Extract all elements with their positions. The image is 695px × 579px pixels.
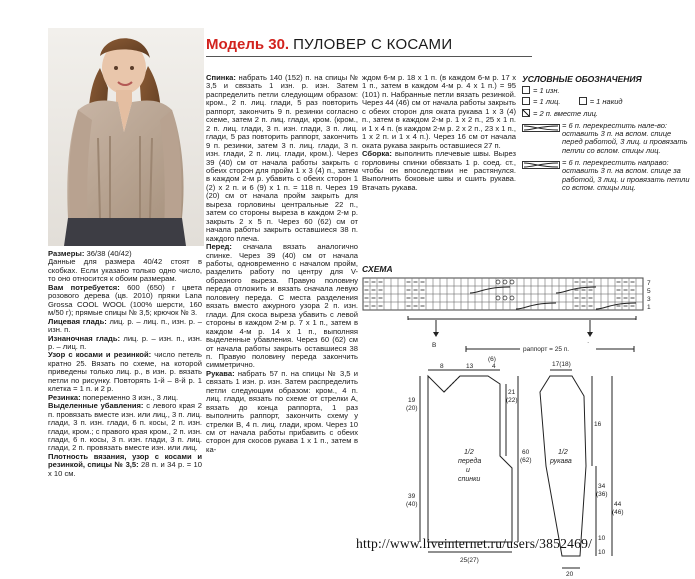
dim-sleeve-top: 17(18) bbox=[552, 361, 571, 368]
legend-title: УСЛОВНЫЕ ОБОЗНАЧЕНИЯ bbox=[522, 74, 642, 84]
front-back-label-1: 1/2 bbox=[464, 449, 474, 456]
density-text: 28 п. и 34 р. = 10 х 10 см. bbox=[48, 460, 202, 478]
watermark-url: http://www.liveinternet.ru/users/3852469/ bbox=[356, 536, 593, 551]
row-number-7: 7 bbox=[647, 280, 651, 287]
sizes-text: 36/38 (40/42) bbox=[84, 249, 132, 258]
arrow-b-icon bbox=[433, 332, 439, 337]
row-number-5: 5 bbox=[647, 288, 651, 295]
dim-body-19: 19 bbox=[408, 397, 416, 404]
sleeve-label-1: 1/2 bbox=[558, 449, 568, 456]
legend-item-k2tog: = 2 п. вместе лиц. bbox=[522, 109, 690, 118]
sleeves-label: Рукава: bbox=[206, 368, 235, 378]
cable-text: число петель кратно 25. Вязать по схеме, на которой приведены только лиц. р., в изн. р. вязать петли по рисунку. Повторять 1-й – 8-й р. 1 клетка = 1 п. и 2 р. bbox=[48, 350, 203, 394]
legend-item-knit-yo: = 1 лиц. = 1 накид bbox=[522, 97, 690, 106]
title-divider bbox=[206, 56, 532, 57]
rib-label: Резинка: bbox=[48, 392, 81, 402]
sizes-note: Данные для размера 40/42 стоят в скобках. Если указано только одно число, то оно относится к обоим размерам. bbox=[48, 257, 202, 284]
arrow-a-icon bbox=[587, 332, 593, 337]
cable-right-symbol-icon bbox=[522, 161, 560, 169]
row-number-3: 3 bbox=[647, 296, 651, 303]
materials-text: 600 (650) г цвета розового дерева (цв. 2010) пряжи Lana Grossa COOL WOOL (100% шерсти, 160 м/50 г); прямые спицы № 3,5; крючок № 3. bbox=[48, 282, 202, 318]
front-back-label-3: и bbox=[466, 467, 470, 474]
sizes-label: Размеры: bbox=[48, 249, 85, 258]
dim-body-22: (22) bbox=[506, 397, 518, 404]
legend-item-cable-left: = 6 п. перекрестить нале-во: оставить 3 п. на вспом. спице перед работой, 3 лиц. и провязать петли со вспом. спицы лиц. bbox=[522, 122, 690, 155]
column-sizes-materials bbox=[48, 250, 202, 478]
front-text: сначала вязать аналогично спинке. Через 39 (40) см от начала работы, одновременно с началом пройм, разделить работу по центру для V-образного выреза. Правую половину переда отложить и вязать сначала левую половину переда. С места разделения вязать вместо ажурного узора 2 п. изн. глади. Для скоса выреза убавить с левой стороны в каждом 2-м р. 7 х 1 п., затем в каждом 4-м р. 14 х 1 п., выполняя выделенные убавления. Через 60 (62) см от начала работы закрыть оставшиеся 38 п. Правую половину переда закончить симметрично. bbox=[206, 242, 358, 370]
dim-body-8: 8 bbox=[440, 363, 444, 370]
dim-sleeve-34: 34 bbox=[598, 483, 606, 490]
dim-body-62: (62) bbox=[520, 457, 532, 464]
dim-body-13: 13 bbox=[466, 363, 474, 370]
purl-stitch-label: Изнаночная гладь: bbox=[48, 333, 121, 343]
model-label: Модель 30. bbox=[206, 36, 290, 53]
dim-body-21: 21 bbox=[508, 389, 516, 396]
face-stitch-label: Лицевая гладь: bbox=[48, 316, 107, 326]
dim-sleeve-36: (36) bbox=[596, 491, 608, 498]
dim-sleeve-bottom: 20 bbox=[566, 571, 574, 578]
k2tog-symbol-icon bbox=[522, 109, 530, 117]
dim-body-20: (20) bbox=[406, 405, 418, 412]
dim-body-39: 39 bbox=[408, 493, 416, 500]
yarn-over-symbol-icon bbox=[579, 97, 587, 105]
legend bbox=[522, 86, 690, 192]
stitch-chart bbox=[360, 276, 660, 358]
legend-item-purl: = 1 изн. bbox=[522, 86, 690, 95]
legend-item-cable-right: = 6 п. перекрестить направо: оставить 3 п. на вспом. спице за работой, 3 лиц. и провязать петли со вспом. спицы лиц. bbox=[522, 159, 690, 192]
column-back-front bbox=[206, 74, 358, 454]
row-number-1: 1 bbox=[647, 304, 651, 311]
page-title bbox=[206, 36, 452, 54]
dim-sleeve-46: (46) bbox=[612, 509, 624, 516]
cable-label: Узор с косами и резинкой: bbox=[48, 350, 152, 360]
knit-symbol-icon bbox=[522, 97, 530, 105]
dim-body-width: 25(27) bbox=[460, 557, 479, 564]
dim-sleeve-16: 16 bbox=[594, 421, 602, 428]
assembly-text: выполнить плечевые швы. Вырез горловины спинки обвязать 1 р. соед. ст., чтобы он впоследствии не растянулся. Выполнить боковые швы и сшить рукава. Втачать рукава. bbox=[362, 149, 516, 192]
dim-body-6: (6) bbox=[488, 356, 496, 363]
dim-body-4: 4 bbox=[492, 363, 496, 370]
dim-sleeve-10a: 10 bbox=[598, 535, 606, 542]
materials-label: Вам потребуется: bbox=[48, 282, 120, 292]
back-text: набрать 140 (152) п. на спицы № 3,5 и связать 1 изн. р. изн. Затем распределить петли следующим образом: кром., 2 п. лиц. глади, 5 раз повторить раппорт, закончить 9 п. резинки согласно схеме, затем 2 п. лиц. глади, кром. (кром., 2 п. лиц. глади, 3 п. изн. глади, 3 п. лиц. глади, 5 раз повторить раппорт, закончить 9 п. резинки, затем 3 п. лиц. глади, 3 п. изн. глади, 2 п. лиц. глади, кром.). Через 39 (40) см от начала работы закрыть с обеих сторон для пройм 1 х 3 (4) п., затем в каждом 2-м р. убавить с обеих сторон 1 (2) х 2 п. и 6 (9) х 1 п. = 118 п. Через 19 (20) см от начала пройм закрыть для выреза горловины центральные 22 п., затем со стороны выреза в каждом 2-м р. закрыть 2 х 5 п. Через 60 (62) см от начала работы закрыть оставшиеся 38 п. каждого плеча. bbox=[206, 73, 358, 243]
column-sleeves-assembly bbox=[362, 74, 516, 192]
sleeve-label-2: рукава bbox=[550, 458, 572, 465]
front-back-label-4: спинки bbox=[458, 476, 481, 483]
face-stitch-text: лиц. р. – лиц. п., изн. р. – изн. п. bbox=[48, 316, 202, 335]
dim-body-60: 60 bbox=[522, 449, 530, 456]
model-photo bbox=[48, 28, 204, 246]
arrow-b-label: B bbox=[432, 342, 437, 349]
schema-title: СХЕМА bbox=[362, 264, 393, 274]
rib-text: попеременно 3 изн., 3 лиц. bbox=[80, 392, 179, 402]
purl-stitch-text: лиц. р. – изн. п., изн. р. – лиц. п. bbox=[48, 333, 202, 351]
density-label: Плотность вязания, узор с косами и резинкой, спицы № 3,5: bbox=[48, 451, 202, 470]
purl-symbol-icon bbox=[522, 86, 530, 94]
dim-sleeve-10b: 10 bbox=[598, 549, 606, 556]
front-label: Перед: bbox=[206, 242, 232, 252]
stitch-grid bbox=[363, 278, 643, 310]
dim-sleeve-44: 44 bbox=[614, 501, 622, 508]
decrease-label: Выделенные убавления: bbox=[48, 401, 144, 411]
rapport-label: раппорт = 25 п. bbox=[523, 346, 570, 353]
back-label: Спинка: bbox=[206, 73, 236, 82]
front-back-label-2: переда bbox=[458, 458, 482, 465]
cable-left-symbol-icon bbox=[522, 124, 560, 132]
model-title: ПУЛОВЕР С КОСАМИ bbox=[293, 36, 453, 53]
model-photo-image bbox=[48, 28, 204, 246]
assembly-label: Сборка: bbox=[362, 149, 392, 159]
sleeves-continued-text: ждом 6-м р. 18 х 1 п. (в каждом 6-м р. 17 х 1 п., затем в каждом 4-м р. 4 х 1 п.) = 95 (101) п. Набранные петли вязать резинкой. Через 44 (46) см от начала работы закрыть с обеих сторон для оката рукава 1 х 3 (4) п., затем в каждом 2-м р. 1 х 2 п., 25 х 1 п. и 1 х 4 п. (в каждом 2-м р. 2 х 2 п., 23 х 1 п., 1 х 2 п. и 1 х 4 п.). Через 16 см от начала оката рукава закрыть оставшиеся 27 п. bbox=[362, 73, 516, 150]
decrease-text: с левого края 2 п. провязать вместе изн. или лиц., 3 п. лиц. глади, 3 п. изн. глади, 6 п. косы, 2 п. изн. глади, кром.; с правого края кром., 2 п. изн. глади, 6 п. косы, 3 п. изн. глади, 3 п. лиц. глади, 2 п. провязать вместе изн. или лиц. bbox=[48, 401, 202, 453]
sleeves-text: набрать 57 п. на спицы № 3,5 и связать 1 изн. р. изн. Затем распределить петли следующим образом: кром., 4 п. лиц. глади, вязать по схеме от стрелки А, вязать до конца раппорта, 1 раз выполнить раппорт, закончить схему у стрелки В, 4 п. лиц. глади, кром. Через 10 см от начала работы прибавить с обеих сторон для скосов рукава 1 х 1 п., затем в ка- bbox=[206, 368, 358, 454]
dim-body-40: (40) bbox=[406, 501, 418, 508]
sleeve-outline bbox=[540, 376, 586, 556]
